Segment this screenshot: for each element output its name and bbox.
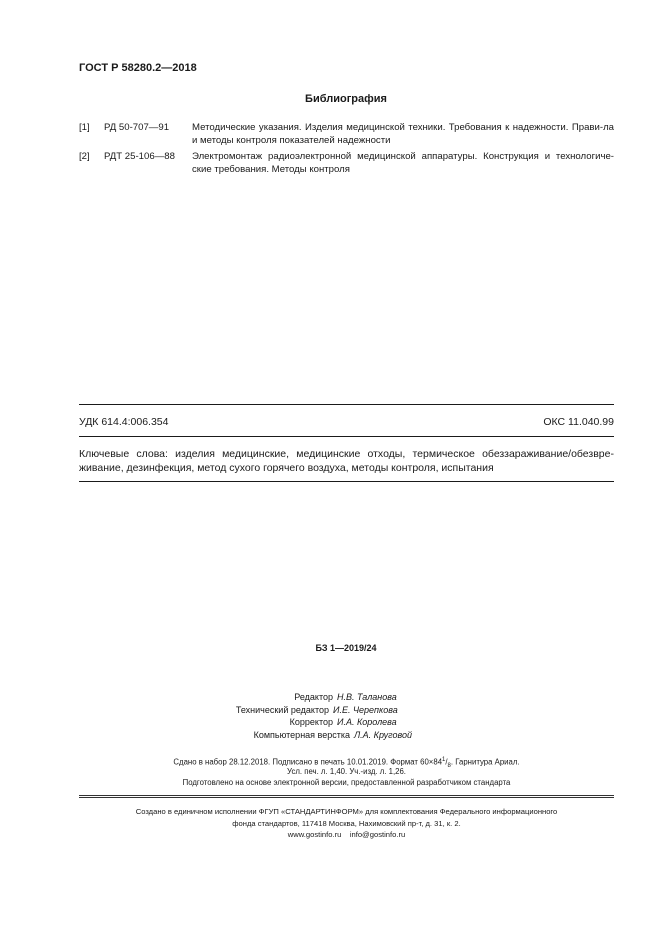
footer-contacts bbox=[79, 829, 614, 841]
credit-role: Компьютерная верстка bbox=[253, 729, 350, 740]
bibliography-ref bbox=[0, 121, 661, 149]
bibliography-title: Библиография bbox=[305, 93, 387, 105]
credit-role: Корректор bbox=[289, 717, 333, 727]
email-link[interactable]: info@gostinfo.ru bbox=[349, 830, 406, 839]
credit-name: И.А. Королева bbox=[337, 717, 397, 727]
divider bbox=[79, 795, 614, 796]
credit-name: И.Е. Черепкова bbox=[333, 704, 398, 715]
keywords: Ключевые слова: изделия медицинские, медицинские отходы, термическое обеззараживание/обезвре-живание, дезинфекция, метод сухого горячего воздуха, методы контроля, испытания bbox=[79, 448, 614, 474]
credit-role: Редактор bbox=[294, 692, 333, 702]
publishing-line: Усл. печ. л. 1,40. Уч.-изд. л. 1,26. bbox=[287, 767, 406, 776]
divider bbox=[79, 404, 614, 405]
ref-text: Методические указания. Изделия медицинской техники. Требования к надежности. Прави-ла и методы контроля показателей надежности bbox=[192, 122, 614, 146]
footer bbox=[79, 806, 614, 841]
udk-code: УДК 614.4:006.354 bbox=[79, 416, 169, 428]
oks-code: ОКС 11.040.99 bbox=[543, 416, 614, 428]
ref-number: [2] bbox=[79, 151, 90, 162]
credit-name: Л.А. Круговой bbox=[354, 729, 413, 740]
bz-number: БЗ 1—2019/24 bbox=[315, 643, 377, 653]
ref-code: РД 50-707—91 bbox=[104, 122, 170, 133]
footer-line: фонда стандартов, 117418 Москва, Нахимовский пр-т, д. 31, к. 2. bbox=[232, 818, 461, 828]
ref-text: Электромонтаж радиоэлектронной медицинской аппаратуры. Конструкция и технологиче-ские требования. Методы контроля bbox=[192, 151, 614, 175]
divider bbox=[79, 436, 614, 437]
bibliography-ref bbox=[0, 150, 661, 178]
ref-code: РДТ 25-106—88 bbox=[104, 151, 175, 162]
credit-name: Н.В. Таланова bbox=[337, 692, 397, 702]
website-link[interactable]: www.gostinfo.ru bbox=[287, 830, 342, 839]
divider bbox=[79, 481, 614, 482]
ref-number: [1] bbox=[79, 122, 90, 133]
credits-block bbox=[0, 691, 661, 743]
credit-role: Технический редактор bbox=[235, 704, 329, 715]
footer-line: Создано в единичном исполнении ФГУП «СТАНДАРТИНФОРМ» для комплектования Федерального информационного bbox=[135, 807, 558, 816]
publishing-line: Сдано в набор 28.12.2018. Подписано в печать 10.01.2019. Формат $60\times 84^1/_8$. Гарнитура Ариал. bbox=[173, 757, 520, 770]
publishing-note: Подготовлено на основе электронной версии, предоставленной разработчиком стандарта bbox=[182, 778, 511, 787]
standard-number: ГОСТ Р 58280.2—2018 bbox=[79, 62, 197, 74]
divider bbox=[79, 797, 614, 798]
